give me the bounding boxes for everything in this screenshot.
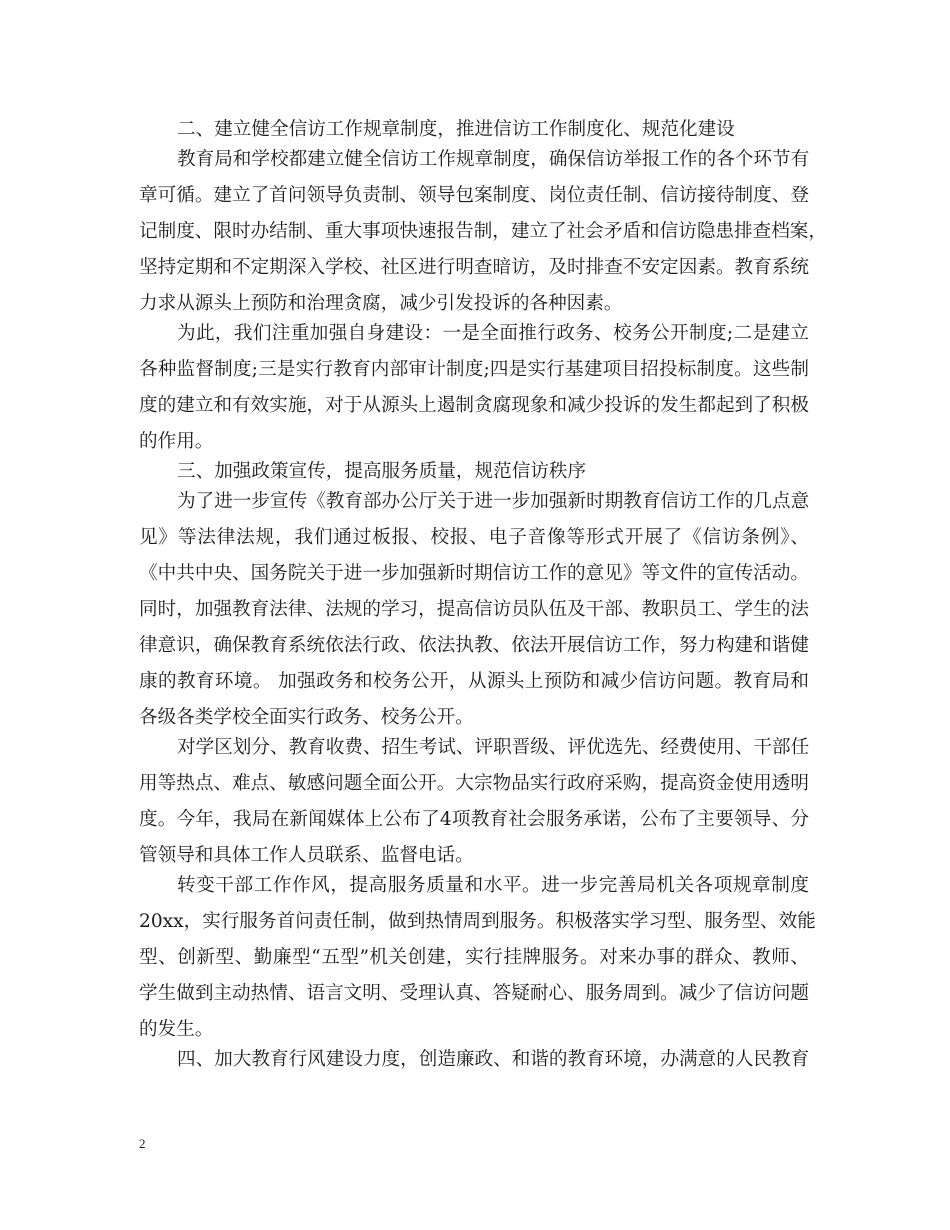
- paragraph-line: 教育局和学校都建立健全信访工作规章制度，确保信访举报工作的各个环节有: [177, 149, 810, 170]
- paragraph-line: 各种监督制度;三是实行教育内部审计制度;四是实行基建项目招投标制度。这些制: [139, 359, 809, 380]
- paragraph-line: 律意识，确保教育系统依法行政、依法执教、依法开展信访工作，努力构建和谐健: [139, 635, 809, 656]
- paragraph-line: 力求从源头上预防和治理贪腐，减少引发投诉的各种因素。: [139, 293, 623, 314]
- section-heading-4: [139, 1042, 809, 1078]
- paragraph: [139, 868, 816, 1048]
- paragraph-line: 同时，加强教育法律、法规的学习，提高信访员队伍及干部、教职员工、学生的法: [139, 599, 809, 620]
- page-number: 2: [139, 1136, 146, 1151]
- paragraph-line: 见》等法律法规，我们通过板报、校报、电子音像等形式开展了《信访条例》、: [139, 527, 809, 548]
- paragraph-line: 型、创新型、勤廉型“五型”机关创建，实行挂牌服务。对来办事的群众、教师、: [139, 947, 809, 968]
- paragraph-line: 康的教育环境。 加强政务和校务公开，从源头上预防和减少信访问题。教育局和: [139, 671, 809, 692]
- paragraph-line: 20xx，实行服务首问责任制，做到热情周到服务。积极落实学习型、服务型、效能: [139, 911, 816, 932]
- paragraph-line: 度的建立和有效实施，对于从源头上遏制贪腐现象和减少投诉的发生都起到了积极: [139, 395, 809, 416]
- paragraph-line: 度。今年，我局在新闻媒体上公布了4项教育社会服务承诺，公布了主要领导、分: [139, 809, 809, 830]
- paragraph: [139, 484, 809, 736]
- paragraph-line: 的作用。: [139, 431, 214, 452]
- paragraph-line: 管领导和具体工作人员联系、监督电话。: [139, 845, 474, 866]
- heading-line: 三、加强政策宣传，提高服务质量，规范信访秩序: [177, 461, 587, 482]
- paragraph: [139, 316, 809, 460]
- paragraph-line: 用等热点、难点、敏感问题全面公开。大宗物品实行政府采购，提高资金使用透明: [139, 773, 809, 794]
- document-body: [139, 112, 827, 1078]
- paragraph-line: 学生做到主动热情、语言文明、受理认真、答疑耐心、服务周到。减少了信访问题: [139, 983, 809, 1004]
- paragraph-line: 为此，我们注重加强自身建设：一是全面推行政务、校务公开制度;二是建立: [177, 323, 809, 344]
- paragraph-line: 对学区划分、教育收费、招生考试、评职晋级、评优选先、经费使用、干部任: [177, 737, 810, 758]
- paragraph-line: 记制度、限时办结制、重大事项快速报告制，建立了社会矛盾和信访隐患排查档案，: [139, 221, 827, 242]
- paragraph-line: 的发生。: [139, 1019, 214, 1040]
- paragraph-line: 转变干部工作作风，提高服务质量和水平。进一步完善局机关各项规章制度: [177, 875, 809, 896]
- paragraph-line: 《中共中央、国务院关于进一步加强新时期信访工作的意见》等文件的宣传活动。: [139, 563, 809, 584]
- paragraph: [139, 730, 809, 874]
- paragraph-line: 为了进一步宣传《教育部办公厅关于进一步加强新时期教育信访工作的几点意: [177, 491, 810, 512]
- paragraph-line: 各级各类学校全面实行政务、校务公开。: [139, 707, 474, 728]
- paragraph-line: 章可循。建立了首问领导负责制、领导包案制度、岗位责任制、信访接待制度、登: [139, 185, 809, 206]
- paragraph-line: 坚持定期和不定期深入学校、社区进行明查暗访，及时排查不安定因素。教育系统: [139, 257, 809, 278]
- heading-line: 四、加大教育行风建设力度，创造廉政、和谐的教育环境，办满意的人民教育: [177, 1049, 810, 1070]
- heading-line: 二、建立健全信访工作规章制度，推进信访工作制度化、规范化建设: [177, 119, 735, 140]
- paragraph: [139, 142, 827, 322]
